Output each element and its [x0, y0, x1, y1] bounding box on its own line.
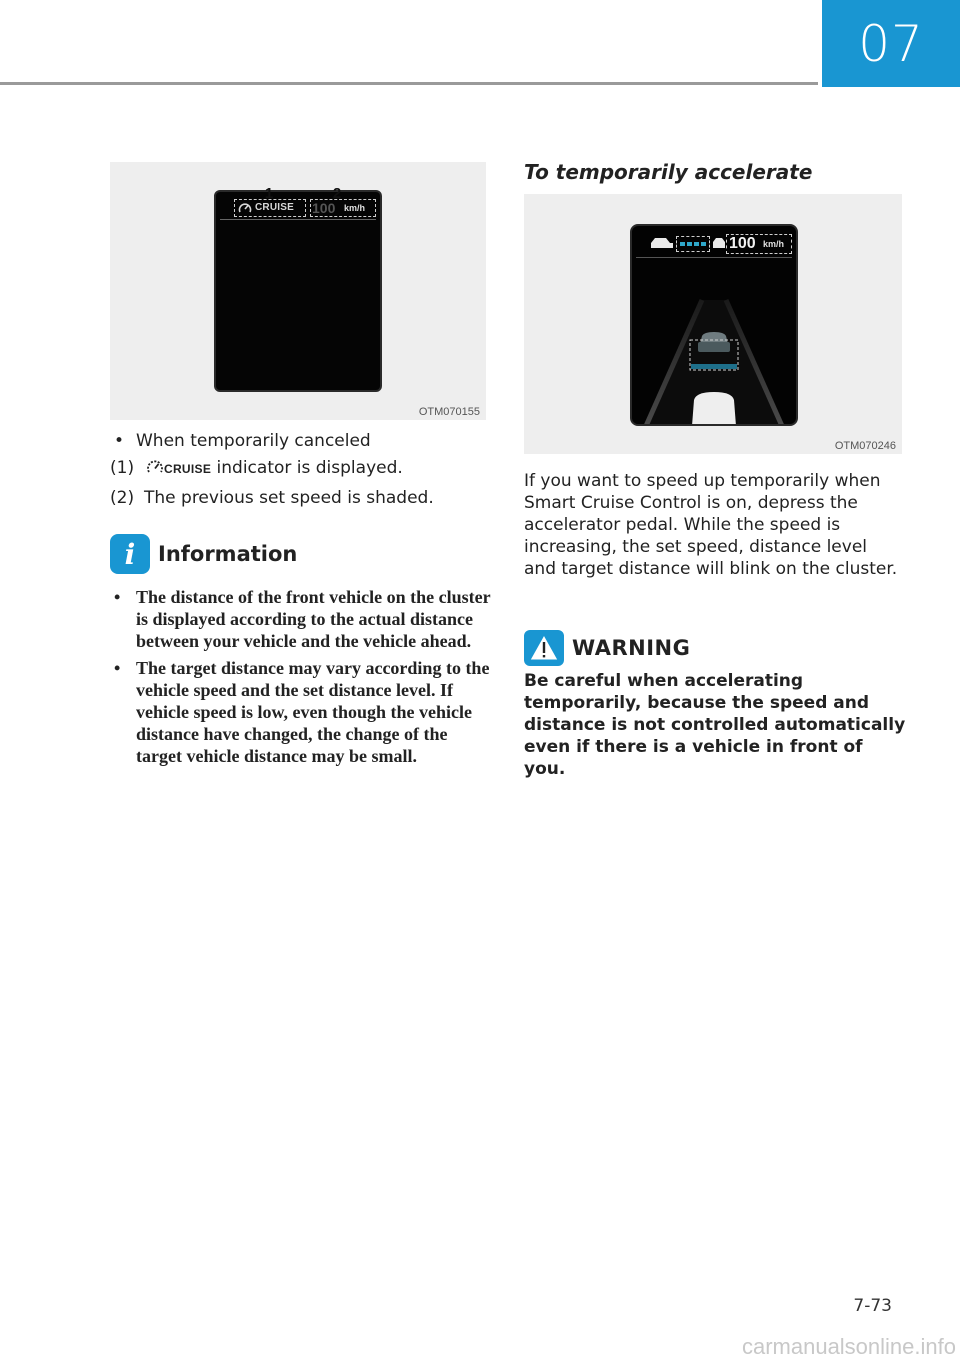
figure-code: OTM070246 — [834, 440, 896, 452]
set-speed: 100 — [729, 235, 756, 252]
warning-title: WARNING — [572, 636, 691, 660]
cluster-screen — [630, 224, 798, 426]
page-number: 7-73 — [853, 1296, 892, 1316]
distance-level-bars — [680, 242, 706, 246]
cruise-icon — [238, 202, 252, 214]
car-rear-icon — [650, 236, 674, 250]
left-column — [110, 428, 492, 772]
numbered-item-1 — [110, 455, 492, 483]
bullet-dot: • — [114, 431, 125, 451]
callout-number-1: 1 — [264, 184, 274, 202]
warning-triangle-icon — [524, 630, 564, 666]
information-icon: i — [110, 534, 150, 574]
warning-text: Be careful when accelerating temporarily, because the speed and distance is not controlled automatically even if there is a vehicle in front of you. — [524, 671, 906, 779]
cruise-icon — [146, 460, 164, 474]
cluster-top-bar — [636, 230, 792, 258]
cluster-screen — [214, 190, 382, 392]
bullet-dot: • — [114, 658, 121, 678]
figure-cruise-canceled — [110, 162, 486, 420]
header-rule — [0, 82, 818, 85]
figure-code: OTM070155 — [418, 406, 480, 418]
information-item-text: The distance of the front vehicle on the cluster is displayed according to the actual distance between your vehicle and the vehicle ahead. — [136, 587, 491, 651]
information-item-text: The target distance may vary according to the vehicle speed and the set distance level. If vehicle speed is low, even though the vehicle distance have changed, the change of the target vehicle distance may be small. — [136, 658, 490, 766]
bullet-dot: • — [114, 587, 121, 607]
section-title: To temporarily accelerate — [524, 160, 813, 184]
information-item — [110, 586, 492, 652]
item-number: (1) — [110, 458, 135, 478]
bullet-text: When temporarily canceled — [136, 431, 371, 451]
numbered-item-2 — [110, 485, 492, 512]
speed-unit: km/h — [763, 239, 785, 249]
watermark: carmanualsonline.info — [741, 1334, 956, 1359]
accelerate-paragraph: If you want to speed up temporarily when Smart Cruise Control is on, depress the accelerator pedal. While the speed is increasing, the set speed, distance level and target distance will blink on the cluster. — [524, 471, 898, 579]
item-text: The previous set speed is shaded. — [144, 488, 434, 508]
warning-icon — [524, 630, 564, 666]
information-item — [110, 657, 492, 767]
information-list — [110, 586, 492, 767]
item-number: (2) — [110, 488, 135, 508]
chapter-tab: 07 — [822, 0, 960, 87]
speed-unit: km/h — [344, 203, 366, 213]
cruise-label: CRUISE — [164, 462, 212, 476]
item-text — [144, 455, 403, 483]
callout-number-2: 2 — [332, 184, 342, 202]
information-title: Information — [158, 542, 298, 566]
item-text-body: indicator is displayed. — [211, 458, 403, 478]
cluster-top-bar — [220, 196, 376, 220]
figure-temporary-accelerate — [524, 194, 902, 454]
car-front-icon — [712, 236, 726, 250]
bullet-item — [110, 428, 492, 455]
set-speed-shaded: 100 — [312, 200, 336, 216]
information-heading — [110, 534, 492, 574]
cruise-label: CRUISE — [255, 202, 294, 213]
warning-heading — [524, 630, 690, 666]
road-view — [632, 260, 796, 426]
